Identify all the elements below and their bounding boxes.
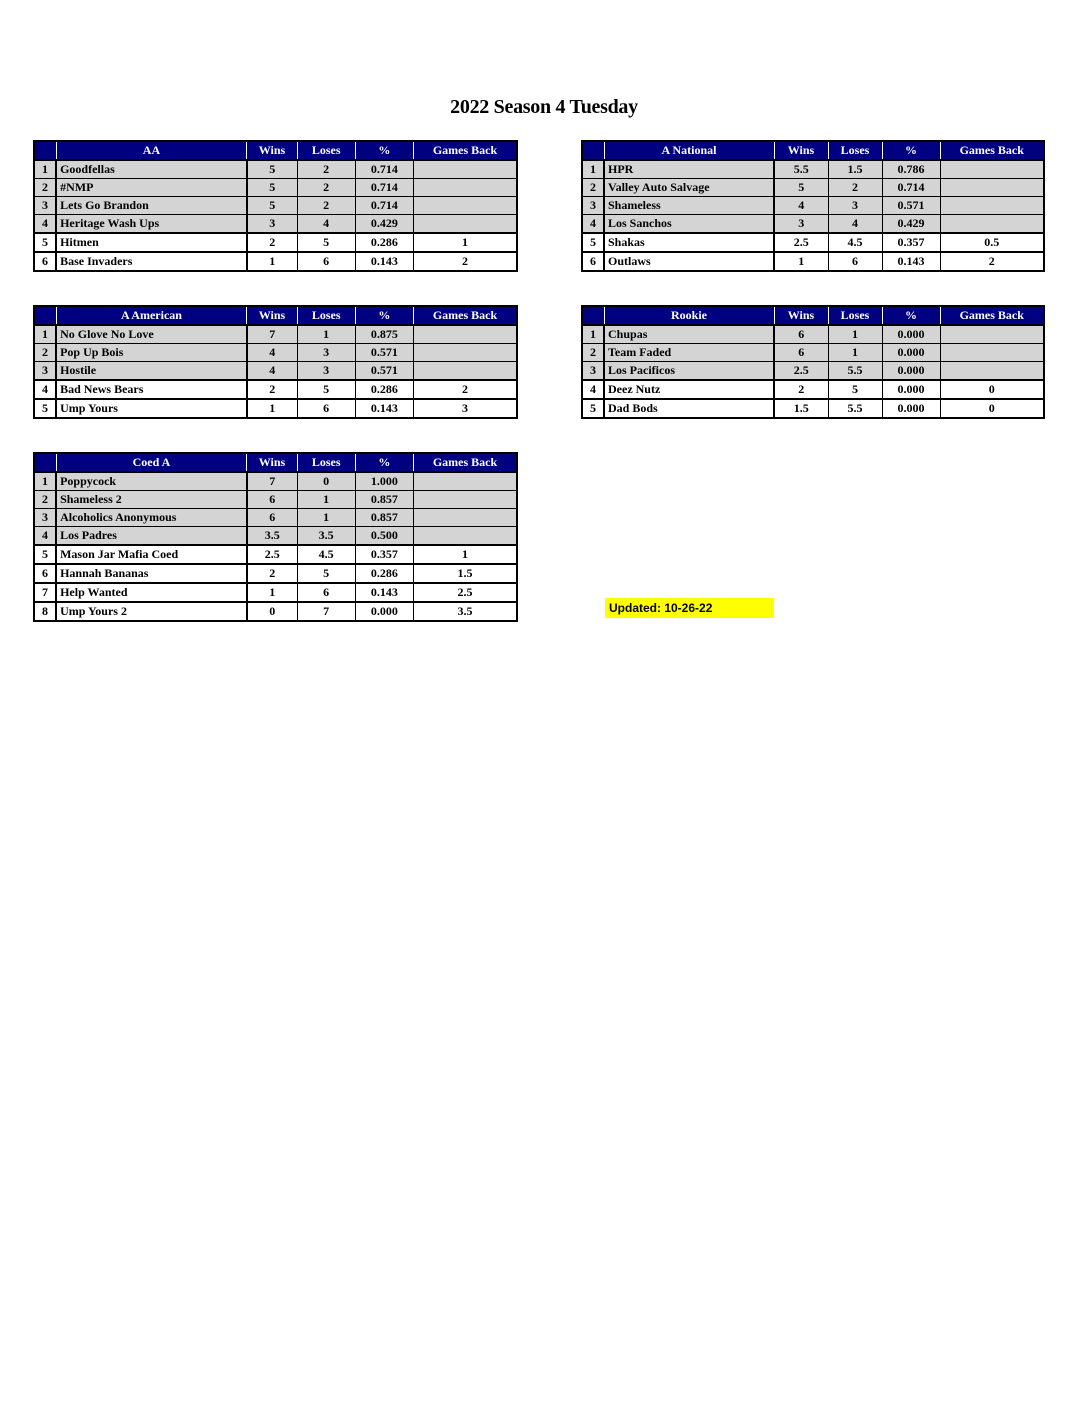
wins-cell: 5.5: [774, 160, 828, 179]
pct-cell: 0.000: [882, 344, 940, 362]
table-row: [34, 399, 517, 418]
pct-cell: 0.857: [355, 491, 413, 509]
team-cell: Lets Go Brandon: [56, 197, 247, 215]
wins-header: Wins: [247, 453, 297, 472]
wins-cell: 2.5: [774, 362, 828, 381]
wins-cell: 0: [247, 602, 297, 621]
loses-cell: 2: [297, 179, 355, 197]
rank-header: [34, 453, 56, 472]
standings-table-coed-a: [33, 452, 518, 622]
games-back-cell: 3: [414, 399, 517, 418]
games-back-cell: 3.5: [414, 602, 517, 621]
rank-cell: 3: [582, 362, 604, 381]
rank-cell: 1: [34, 325, 56, 344]
team-cell: Outlaws: [604, 252, 774, 271]
team-cell: Base Invaders: [56, 252, 247, 271]
games-back-cell: [940, 160, 1044, 179]
team-cell: No Glove No Love: [56, 325, 247, 344]
team-cell: Ump Yours 2: [56, 602, 247, 621]
wins-cell: 1: [774, 252, 828, 271]
rank-cell: 5: [34, 545, 56, 564]
table-row: [582, 233, 1044, 252]
rank-cell: 4: [34, 380, 56, 399]
rank-cell: 2: [34, 344, 56, 362]
games-back-cell: [414, 491, 517, 509]
team-cell: Shameless 2: [56, 491, 247, 509]
loses-cell: 1: [828, 344, 882, 362]
rank-cell: 4: [582, 215, 604, 234]
wins-cell: 1: [247, 583, 297, 602]
division-name: Coed A: [56, 453, 247, 472]
games-back-cell: [414, 160, 517, 179]
pct-cell: 0.786: [882, 160, 940, 179]
games-back-header: Games Back: [940, 306, 1044, 325]
rank-cell: 3: [34, 197, 56, 215]
games-back-cell: [414, 179, 517, 197]
loses-cell: 4: [828, 215, 882, 234]
loses-header: Loses: [828, 141, 882, 160]
division-name: A National: [604, 141, 774, 160]
table-row: [582, 160, 1044, 179]
standings-table-aa: [33, 140, 518, 272]
pct-cell: 0.000: [882, 362, 940, 381]
games-back-cell: [414, 344, 517, 362]
loses-cell: 7: [297, 602, 355, 621]
rank-cell: 5: [34, 399, 56, 418]
loses-header: Loses: [297, 453, 355, 472]
rank-header: [582, 141, 604, 160]
pct-cell: 0.714: [882, 179, 940, 197]
loses-header: Loses: [828, 306, 882, 325]
loses-cell: 3: [297, 362, 355, 381]
games-back-cell: 1: [414, 545, 517, 564]
table-header-row: [34, 141, 517, 160]
pct-header: %: [355, 306, 413, 325]
pct-cell: 0.000: [882, 399, 940, 418]
pct-cell: 0.571: [355, 362, 413, 381]
team-cell: Los Padres: [56, 527, 247, 546]
loses-cell: 6: [297, 252, 355, 271]
games-back-cell: [414, 509, 517, 527]
pct-cell: 0.143: [355, 399, 413, 418]
table-row: [34, 602, 517, 621]
rank-cell: 1: [34, 160, 56, 179]
rank-cell: 6: [34, 564, 56, 583]
team-cell: Mason Jar Mafia Coed: [56, 545, 247, 564]
team-cell: Dad Bods: [604, 399, 774, 418]
games-back-header: Games Back: [414, 306, 517, 325]
pct-cell: 0.714: [355, 197, 413, 215]
table-header-row: [582, 141, 1044, 160]
wins-cell: 1.5: [774, 399, 828, 418]
wins-cell: 5: [247, 197, 297, 215]
table-row: [34, 179, 517, 197]
table-row: [34, 197, 517, 215]
games-back-cell: 2: [940, 252, 1044, 271]
rank-cell: 3: [582, 197, 604, 215]
games-back-cell: [414, 215, 517, 234]
loses-cell: 5: [828, 380, 882, 399]
wins-header: Wins: [247, 306, 297, 325]
table-row: [582, 179, 1044, 197]
standings-table-a-national: [581, 140, 1045, 272]
rank-cell: 3: [34, 362, 56, 381]
table-row: [34, 527, 517, 546]
rank-cell: 8: [34, 602, 56, 621]
rank-cell: 3: [34, 509, 56, 527]
wins-cell: 3: [774, 215, 828, 234]
rank-cell: 2: [34, 491, 56, 509]
pct-cell: 1.000: [355, 472, 413, 491]
games-back-cell: 2: [414, 252, 517, 271]
pct-cell: 0.286: [355, 233, 413, 252]
wins-cell: 3: [247, 215, 297, 234]
standings-table-a-american: [33, 305, 518, 419]
wins-header: Wins: [774, 306, 828, 325]
loses-header: Loses: [297, 141, 355, 160]
loses-cell: 5.5: [828, 399, 882, 418]
table-row: [34, 380, 517, 399]
pct-cell: 0.000: [882, 325, 940, 344]
games-back-cell: [940, 215, 1044, 234]
rank-cell: 4: [582, 380, 604, 399]
loses-cell: 5.5: [828, 362, 882, 381]
wins-cell: 1: [247, 399, 297, 418]
team-cell: Poppycock: [56, 472, 247, 491]
wins-cell: 2: [247, 564, 297, 583]
games-back-cell: [940, 197, 1044, 215]
loses-cell: 2: [297, 160, 355, 179]
standings-table-rookie: [581, 305, 1045, 419]
pct-header: %: [882, 141, 940, 160]
loses-cell: 5: [297, 380, 355, 399]
table-row: [582, 380, 1044, 399]
games-back-cell: [940, 325, 1044, 344]
rank-cell: 2: [582, 344, 604, 362]
team-cell: Valley Auto Salvage: [604, 179, 774, 197]
wins-cell: 2: [247, 233, 297, 252]
table-row: [34, 491, 517, 509]
wins-header: Wins: [247, 141, 297, 160]
team-cell: Goodfellas: [56, 160, 247, 179]
games-back-cell: 1.5: [414, 564, 517, 583]
wins-cell: 4: [247, 362, 297, 381]
games-back-cell: [414, 325, 517, 344]
games-back-cell: 0: [940, 380, 1044, 399]
pct-cell: 0.571: [355, 344, 413, 362]
loses-cell: 1: [297, 509, 355, 527]
rank-cell: 5: [582, 399, 604, 418]
table-row: [34, 564, 517, 583]
team-cell: Hostile: [56, 362, 247, 381]
rank-header: [582, 306, 604, 325]
team-cell: Pop Up Bois: [56, 344, 247, 362]
team-cell: Shameless: [604, 197, 774, 215]
rank-cell: 7: [34, 583, 56, 602]
wins-cell: 5: [247, 179, 297, 197]
team-cell: Heritage Wash Ups: [56, 215, 247, 234]
rank-cell: 4: [34, 215, 56, 234]
wins-cell: 2.5: [774, 233, 828, 252]
pct-cell: 0.500: [355, 527, 413, 546]
loses-cell: 1.5: [828, 160, 882, 179]
pct-cell: 0.143: [355, 583, 413, 602]
pct-cell: 0.000: [355, 602, 413, 621]
games-back-header: Games Back: [414, 453, 517, 472]
pct-cell: 0.143: [882, 252, 940, 271]
wins-cell: 2: [774, 380, 828, 399]
loses-cell: 4.5: [828, 233, 882, 252]
pct-header: %: [882, 306, 940, 325]
games-back-header: Games Back: [414, 141, 517, 160]
team-cell: Bad News Bears: [56, 380, 247, 399]
table-row: [582, 215, 1044, 234]
loses-cell: 6: [297, 399, 355, 418]
rank-cell: 1: [582, 160, 604, 179]
team-cell: Alcoholics Anonymous: [56, 509, 247, 527]
wins-cell: 2: [247, 380, 297, 399]
table-row: [34, 215, 517, 234]
loses-cell: 3: [297, 344, 355, 362]
table-row: [582, 325, 1044, 344]
loses-header: Loses: [297, 306, 355, 325]
table-row: [34, 325, 517, 344]
pct-cell: 0.714: [355, 160, 413, 179]
table-row: [34, 583, 517, 602]
games-back-cell: 2.5: [414, 583, 517, 602]
table-row: [34, 509, 517, 527]
games-back-cell: 0.5: [940, 233, 1044, 252]
pct-cell: 0.000: [882, 380, 940, 399]
table-header-row: [34, 306, 517, 325]
loses-cell: 3.5: [297, 527, 355, 546]
rank-cell: 1: [34, 472, 56, 491]
loses-cell: 6: [828, 252, 882, 271]
pct-cell: 0.875: [355, 325, 413, 344]
team-cell: Hitmen: [56, 233, 247, 252]
rank-cell: 6: [582, 252, 604, 271]
pct-cell: 0.429: [882, 215, 940, 234]
table-row: [34, 472, 517, 491]
wins-cell: 6: [247, 509, 297, 527]
loses-cell: 4: [297, 215, 355, 234]
pct-header: %: [355, 141, 413, 160]
wins-cell: 2.5: [247, 545, 297, 564]
games-back-cell: [414, 472, 517, 491]
pct-cell: 0.286: [355, 564, 413, 583]
loses-cell: 4.5: [297, 545, 355, 564]
table-row: [34, 344, 517, 362]
table-header-row: [582, 306, 1044, 325]
table-row: [34, 160, 517, 179]
team-cell: HPR: [604, 160, 774, 179]
wins-cell: 6: [774, 344, 828, 362]
loses-cell: 3: [828, 197, 882, 215]
games-back-cell: 0: [940, 399, 1044, 418]
team-cell: Chupas: [604, 325, 774, 344]
team-cell: Ump Yours: [56, 399, 247, 418]
wins-cell: 6: [247, 491, 297, 509]
pct-cell: 0.857: [355, 509, 413, 527]
loses-cell: 1: [828, 325, 882, 344]
team-cell: Los Pacificos: [604, 362, 774, 381]
games-back-cell: 2: [414, 380, 517, 399]
loses-cell: 1: [297, 491, 355, 509]
table-row: [582, 362, 1044, 381]
rank-cell: 6: [34, 252, 56, 271]
rank-cell: 2: [34, 179, 56, 197]
wins-cell: 4: [247, 344, 297, 362]
division-name: Rookie: [604, 306, 774, 325]
pct-cell: 0.429: [355, 215, 413, 234]
games-back-cell: [940, 344, 1044, 362]
games-back-cell: [414, 197, 517, 215]
pct-header: %: [355, 453, 413, 472]
wins-cell: 7: [247, 472, 297, 491]
table-row: [582, 399, 1044, 418]
page-title: 2022 Season 4 Tuesday: [450, 96, 638, 118]
team-cell: Los Sanchos: [604, 215, 774, 234]
table-row: [582, 344, 1044, 362]
table-row: [34, 362, 517, 381]
table-row: [34, 545, 517, 564]
pct-cell: 0.143: [355, 252, 413, 271]
loses-cell: 1: [297, 325, 355, 344]
games-back-cell: [414, 362, 517, 381]
table-row: [34, 252, 517, 271]
wins-header: Wins: [774, 141, 828, 160]
pct-cell: 0.571: [882, 197, 940, 215]
wins-cell: 6: [774, 325, 828, 344]
pct-cell: 0.357: [882, 233, 940, 252]
wins-cell: 5: [774, 179, 828, 197]
rank-header: [34, 306, 56, 325]
wins-cell: 1: [247, 252, 297, 271]
pct-cell: 0.286: [355, 380, 413, 399]
rank-cell: 1: [582, 325, 604, 344]
table-row: [34, 233, 517, 252]
games-back-cell: [414, 527, 517, 546]
loses-cell: 2: [828, 179, 882, 197]
loses-cell: 0: [297, 472, 355, 491]
team-cell: Help Wanted: [56, 583, 247, 602]
rank-cell: 4: [34, 527, 56, 546]
loses-cell: 6: [297, 583, 355, 602]
games-back-header: Games Back: [940, 141, 1044, 160]
loses-cell: 5: [297, 564, 355, 583]
loses-cell: 2: [297, 197, 355, 215]
updated-note: Updated: 10-26-22: [605, 598, 774, 618]
rank-header: [34, 141, 56, 160]
pct-cell: 0.357: [355, 545, 413, 564]
wins-cell: 3.5: [247, 527, 297, 546]
team-cell: Shakas: [604, 233, 774, 252]
table-row: [582, 252, 1044, 271]
table-row: [582, 197, 1044, 215]
division-name: A American: [56, 306, 247, 325]
table-header-row: [34, 453, 517, 472]
games-back-cell: [940, 362, 1044, 381]
team-cell: Team Faded: [604, 344, 774, 362]
team-cell: Deez Nutz: [604, 380, 774, 399]
games-back-cell: [940, 179, 1044, 197]
rank-cell: 2: [582, 179, 604, 197]
wins-cell: 4: [774, 197, 828, 215]
rank-cell: 5: [34, 233, 56, 252]
rank-cell: 5: [582, 233, 604, 252]
team-cell: #NMP: [56, 179, 247, 197]
team-cell: Hannah Bananas: [56, 564, 247, 583]
division-name: AA: [56, 141, 247, 160]
wins-cell: 5: [247, 160, 297, 179]
games-back-cell: 1: [414, 233, 517, 252]
loses-cell: 5: [297, 233, 355, 252]
wins-cell: 7: [247, 325, 297, 344]
pct-cell: 0.714: [355, 179, 413, 197]
